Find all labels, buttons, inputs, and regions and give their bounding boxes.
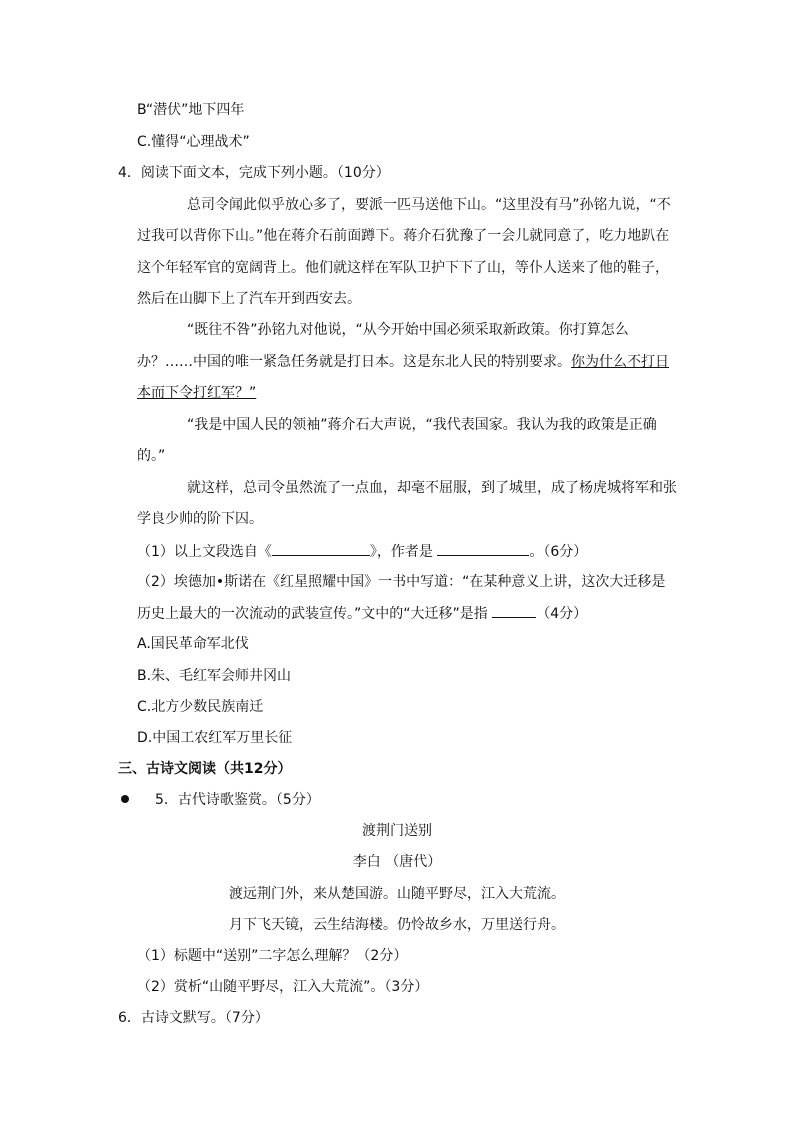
q4-para3-line1: “我是中国人民的领袖”蒋介石大声说，“我代表国家。我认为我的政策是正确 — [187, 417, 657, 433]
poem-title: 渡荆门送别 — [362, 823, 432, 839]
q4-underlined-question-a: 你为什么不打日 — [571, 354, 669, 370]
q4-para1-line1: 总司令闻此似乎放心多了，要派一匹马送他下山。“这里没有马”孙铭九说，“不 — [187, 197, 671, 213]
q4-option-d: D.中国工农红军万里长征 — [137, 730, 293, 746]
q4-para2-line2-text: 办？……中国的唯一紧急任务就是打日本。这是东北人民的特别要求。 — [137, 354, 571, 370]
q6-heading: 6．古诗文默写。（7分） — [118, 1010, 269, 1026]
q4-sub1 — [137, 541, 587, 562]
author-blank[interactable] — [437, 541, 529, 556]
q4-para1-line2: 过我可以背你下山。”他在蒋介石前面蹲下。蒋介石犹豫了一会儿就同意了，吃力地趴在 — [137, 228, 670, 244]
q4-underlined-question-b: 本而下令打红军？” — [137, 385, 257, 401]
q5-sub2: （2）赏析“山随平野尽，江入大荒流”。（3分） — [137, 979, 429, 995]
q4-sub1-part1: （1）以上文段选自《 — [137, 544, 272, 560]
q5-heading: 5．古代诗歌鉴赏。（5分） — [155, 792, 320, 808]
q4-para4-line1: 就这样，总司令虽然流了一点血，却毫不屈服，到了城里，成了杨虎城将军和张 — [187, 480, 677, 496]
q4-para1-line3: 这个年轻军官的宽阔背上。他们就这样在军队卫护下下了山，等仆人送来了他的鞋子， — [137, 260, 669, 276]
q4-para3-line2: 的。” — [137, 448, 166, 464]
section3-heading: 三、古诗文阅读（共12分） — [118, 761, 292, 777]
poem-line-2: 月下飞天镜，云生结海楼。仍怜故乡水，万里送行舟。 — [229, 917, 565, 933]
q4-para2-line1: “既往不咎”孙铭九对他说，“从今开始中国必须采取新政策。你打算怎么 — [187, 322, 629, 338]
q4-para1-line4: 然后在山脚下上了汽车开到西安去。 — [137, 291, 361, 307]
q4-sub1-part3: 。（6分） — [529, 544, 588, 560]
bullet-icon — [121, 795, 129, 803]
q4-option-c: C.北方少数民族南迁 — [137, 699, 264, 715]
q4-sub2-line2-text: 历史上最大的一次流动的武装宣传。”文中的“大迁移”是指 — [137, 606, 493, 622]
q4-sub2-line2 — [137, 603, 587, 624]
q4-sub1-part2: 》，作者是 — [369, 544, 438, 560]
book-title-blank[interactable] — [272, 541, 370, 556]
poem-line-1: 渡远荆门外，来从楚国游。山随平野尽，江入大荒流。 — [229, 886, 565, 902]
poem-author: 李白 （唐代） — [352, 854, 442, 870]
q4-para2-line2 — [137, 352, 669, 372]
q5-sub1: （1）标题中“送别”二字怎么理解？（2分） — [137, 948, 408, 964]
option-c-prev: C.懂得“心理战术” — [137, 134, 250, 150]
q4-option-a: A.国民革命军北伐 — [137, 636, 249, 652]
migration-answer-blank[interactable] — [492, 603, 536, 618]
q4-heading: 4．阅读下面文本，完成下列小题。（10分） — [118, 165, 390, 181]
q4-option-b: B.朱、毛红军会师井冈山 — [137, 668, 292, 684]
q4-para4-line2: 学良少帅的阶下囚。 — [137, 511, 263, 527]
option-b-prev: B“潜伏”地下四年 — [137, 102, 245, 118]
q4-sub2-score: （4分） — [536, 606, 588, 622]
q4-sub2-line1: （2）埃德加•斯诺在《红星照耀中国》一书中写道：“在某种意义上讲，这次大迁移是 — [137, 574, 666, 590]
